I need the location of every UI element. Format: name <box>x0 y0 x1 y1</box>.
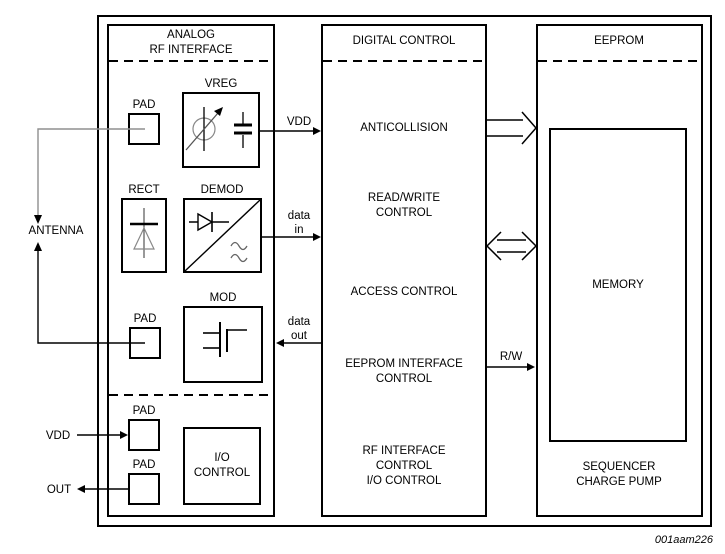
pad-antenna-top-label: PAD <box>132 99 156 111</box>
data-in-signal-label <box>288 209 310 237</box>
vdd-signal-label: VDD <box>286 116 312 128</box>
block-pad-vdd <box>128 419 160 451</box>
digital-item-anticollision <box>360 121 448 136</box>
digital-item-line: READ/WRITE <box>367 192 441 204</box>
sequencer-label: SEQUENCER <box>582 461 656 473</box>
block-io-control <box>183 427 261 505</box>
eeprom-footer <box>576 460 662 490</box>
digital-item-line: RF INTERFACE <box>362 445 446 457</box>
analog-title-separator <box>109 60 273 62</box>
memory-label: MEMORY <box>592 278 644 291</box>
digital-item-eeprom-interface-control <box>345 357 463 387</box>
vdd-pin-label: VDD <box>45 430 71 442</box>
analog-title-line1: ANALOG <box>167 29 215 41</box>
block-pad-antenna-top <box>128 113 160 145</box>
digital-item-read-write-control <box>368 191 440 221</box>
digital-section-title: DIGITAL CONTROL <box>352 35 456 47</box>
data-in-line2: in <box>294 224 304 236</box>
data-out-line2: out <box>290 330 307 342</box>
block-pad-out <box>128 473 160 505</box>
digital-item-rf-interface-io-control <box>362 444 445 489</box>
out-pin-label: OUT <box>46 484 72 496</box>
io-control-line2: CONTROL <box>193 467 251 479</box>
analog-title-line2: RF INTERFACE <box>149 44 233 56</box>
block-mod <box>183 306 263 383</box>
digital-item-line: CONTROL <box>375 460 433 472</box>
block-vreg <box>182 92 260 168</box>
vreg-label: VREG <box>204 78 238 90</box>
eeprom-section-title: EEPROM <box>594 35 644 47</box>
pad-vdd-label: PAD <box>132 405 156 417</box>
block-pad-antenna-bottom <box>129 327 161 359</box>
pad-antenna-bottom-label: PAD <box>133 313 157 325</box>
digital-item-line: CONTROL <box>375 373 433 385</box>
charge-pump-label: CHARGE PUMP <box>576 476 662 488</box>
rect-label: RECT <box>128 184 160 196</box>
digital-item-line: I/O CONTROL <box>366 475 442 487</box>
digital-title-separator <box>323 60 485 62</box>
rw-signal-label: R/W <box>499 351 523 363</box>
digital-item-line: ANTICOLLISION <box>360 122 448 134</box>
analog-io-separator <box>109 394 273 396</box>
eeprom-title-separator <box>538 60 701 62</box>
digital-item-line: EEPROM INTERFACE <box>345 358 463 370</box>
demod-label: DEMOD <box>200 184 244 196</box>
pad-out-label: PAD <box>132 459 156 471</box>
io-control-line1: I/O <box>214 452 230 464</box>
antenna-label: ANTENNA <box>28 225 84 237</box>
digital-item-access-control <box>351 285 458 300</box>
data-in-line1: data <box>287 210 311 222</box>
figure-code: 001aam226 <box>654 534 713 546</box>
analog-section-title <box>149 28 232 58</box>
block-memory <box>549 128 687 442</box>
block-demod <box>183 198 262 273</box>
block-rect <box>121 198 167 273</box>
mod-label: MOD <box>209 292 237 304</box>
data-out-signal-label <box>288 315 310 343</box>
data-out-line1: data <box>287 316 311 328</box>
digital-item-line: ACCESS CONTROL <box>350 286 458 298</box>
digital-item-line: CONTROL <box>375 207 433 219</box>
